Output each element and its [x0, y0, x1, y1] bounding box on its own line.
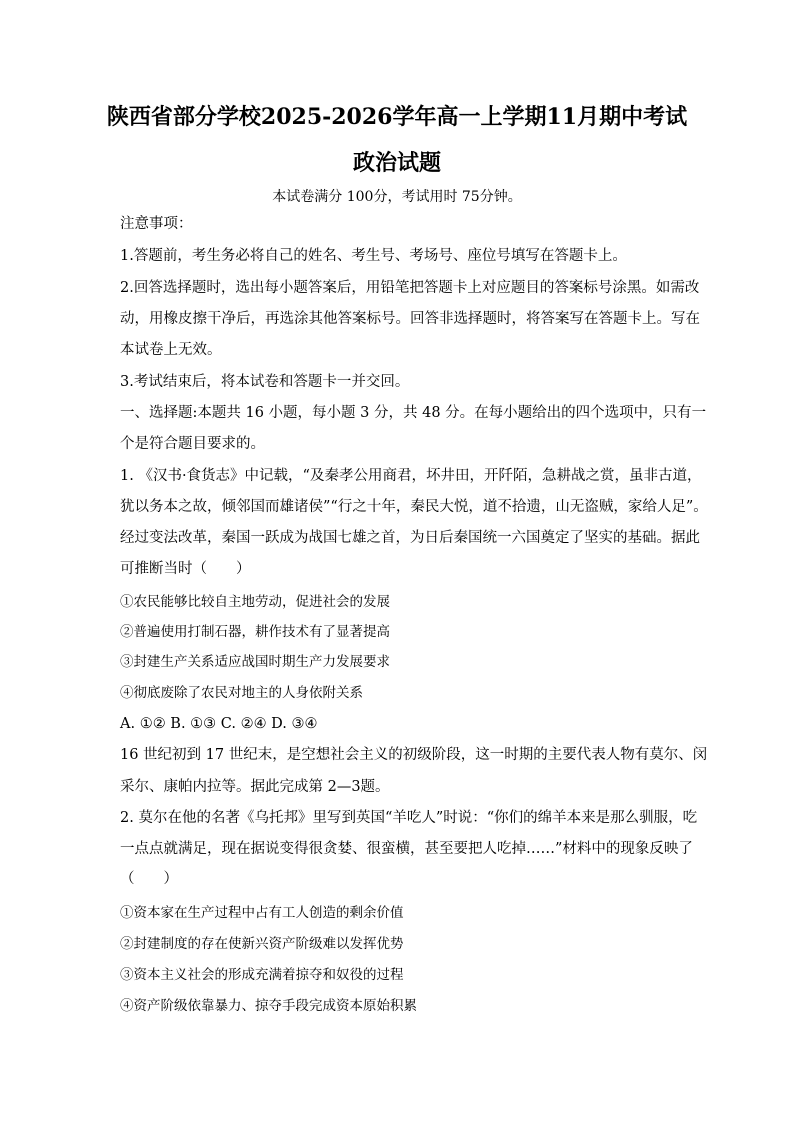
- question-1-option-1: ①农民能够比较自主地劳动，促进社会的发展: [120, 594, 390, 610]
- notice-item-2-line-2: 动，用橡皮擦干净后，再选涂其他答案标号。回答非选择题时，将答案写在答题卡上。写在: [120, 311, 700, 327]
- question-1-line-3: 经过变法改革，秦国一跃成为战国七雄之首，为日后秦国统一六国奠定了坚实的基础。据此: [120, 530, 700, 546]
- question-1-line-1: 1. 《汉书·食货志》中记载，“及秦孝公用商君，坏井田，开阡陌，急耕战之赏，虽非古道，: [120, 468, 702, 484]
- passage-intro-line-2: 采尔、康帕内拉等。据此完成第 2—3题。: [120, 779, 390, 795]
- question-2-option-2: ②封建制度的存在使新兴资产阶级难以发挥优势: [120, 936, 404, 952]
- notice-heading: 注意事项：: [120, 216, 193, 232]
- notice-item-1: 1.答题前，考生务必将自己的姓名、考生号、考场号、座位号填写在答题卡上。: [120, 248, 627, 264]
- exam-subject-title: 政治试题: [352, 150, 441, 176]
- question-2-option-1: ①资本家在生产过程中占有工人创造的剩余价值: [120, 905, 404, 921]
- section-heading-line-1: 一、选择题:本题共 16 小题，每小题 3 分，共 48 分。在每小题给出的四个选项中，只有一: [120, 405, 707, 421]
- exam-title: 陕西省部分学校2025-2026学年高一上学期11月期中考试: [106, 104, 688, 130]
- question-1-line-2: 犹以务本之故，倾邻国而雄诸侯”“行之十年，秦民大悦，道不拾遗，山无盗贼，家给人足”。: [120, 499, 708, 515]
- exam-score-note: 本试卷满分 100分，考试用时 75分钟。: [272, 189, 522, 205]
- question-1-option-3: ③封建生产关系适应战国时期生产力发展要求: [120, 654, 390, 670]
- question-2-option-4: ④资产阶级依靠暴力、掠夺手段完成资本原始积累: [120, 998, 417, 1014]
- notice-item-3: 3.考试结束后，将本试卷和答题卡一并交回。: [120, 374, 410, 390]
- section-heading-line-2: 个是符合题目要求的。: [120, 436, 265, 452]
- question-1-choices: A. ①② B. ①③ C. ②④ D. ③④: [120, 716, 318, 732]
- notice-item-2-line-1: 2.回答选择题时，选出每小题答案后，用铅笔把答题卡上对应题目的答案标号涂黑。如需改: [120, 280, 700, 296]
- question-2-line-1: 2. 莫尔在他的名著《乌托邦》里写到英国“羊吃人”时说：“你们的绵羊本来是那么驯服，吃: [120, 810, 698, 826]
- passage-intro-line-1: 16 世纪初到 17 世纪末，是空想社会主义的初级阶段，这一时期的主要代表人物有莫尔、闵: [120, 747, 708, 763]
- question-1-option-4: ④彻底废除了农民对地主的人身依附关系: [120, 685, 363, 701]
- question-2-line-2: 一点点就满足，现在据说变得很贪婪、很蛮横，甚至要把人吃掉……”材料中的现象反映了: [120, 841, 693, 857]
- question-1-line-4: 可推断当时（ ）: [120, 561, 251, 577]
- question-2-option-3: ③资本主义社会的形成充满着掠夺和奴役的过程: [120, 967, 404, 983]
- question-1-option-2: ②普遍使用打制石器，耕作技术有了显著提高: [120, 624, 390, 640]
- question-2-line-3: （ ）: [120, 871, 178, 887]
- notice-item-2-line-3: 本试卷上无效。: [120, 342, 222, 358]
